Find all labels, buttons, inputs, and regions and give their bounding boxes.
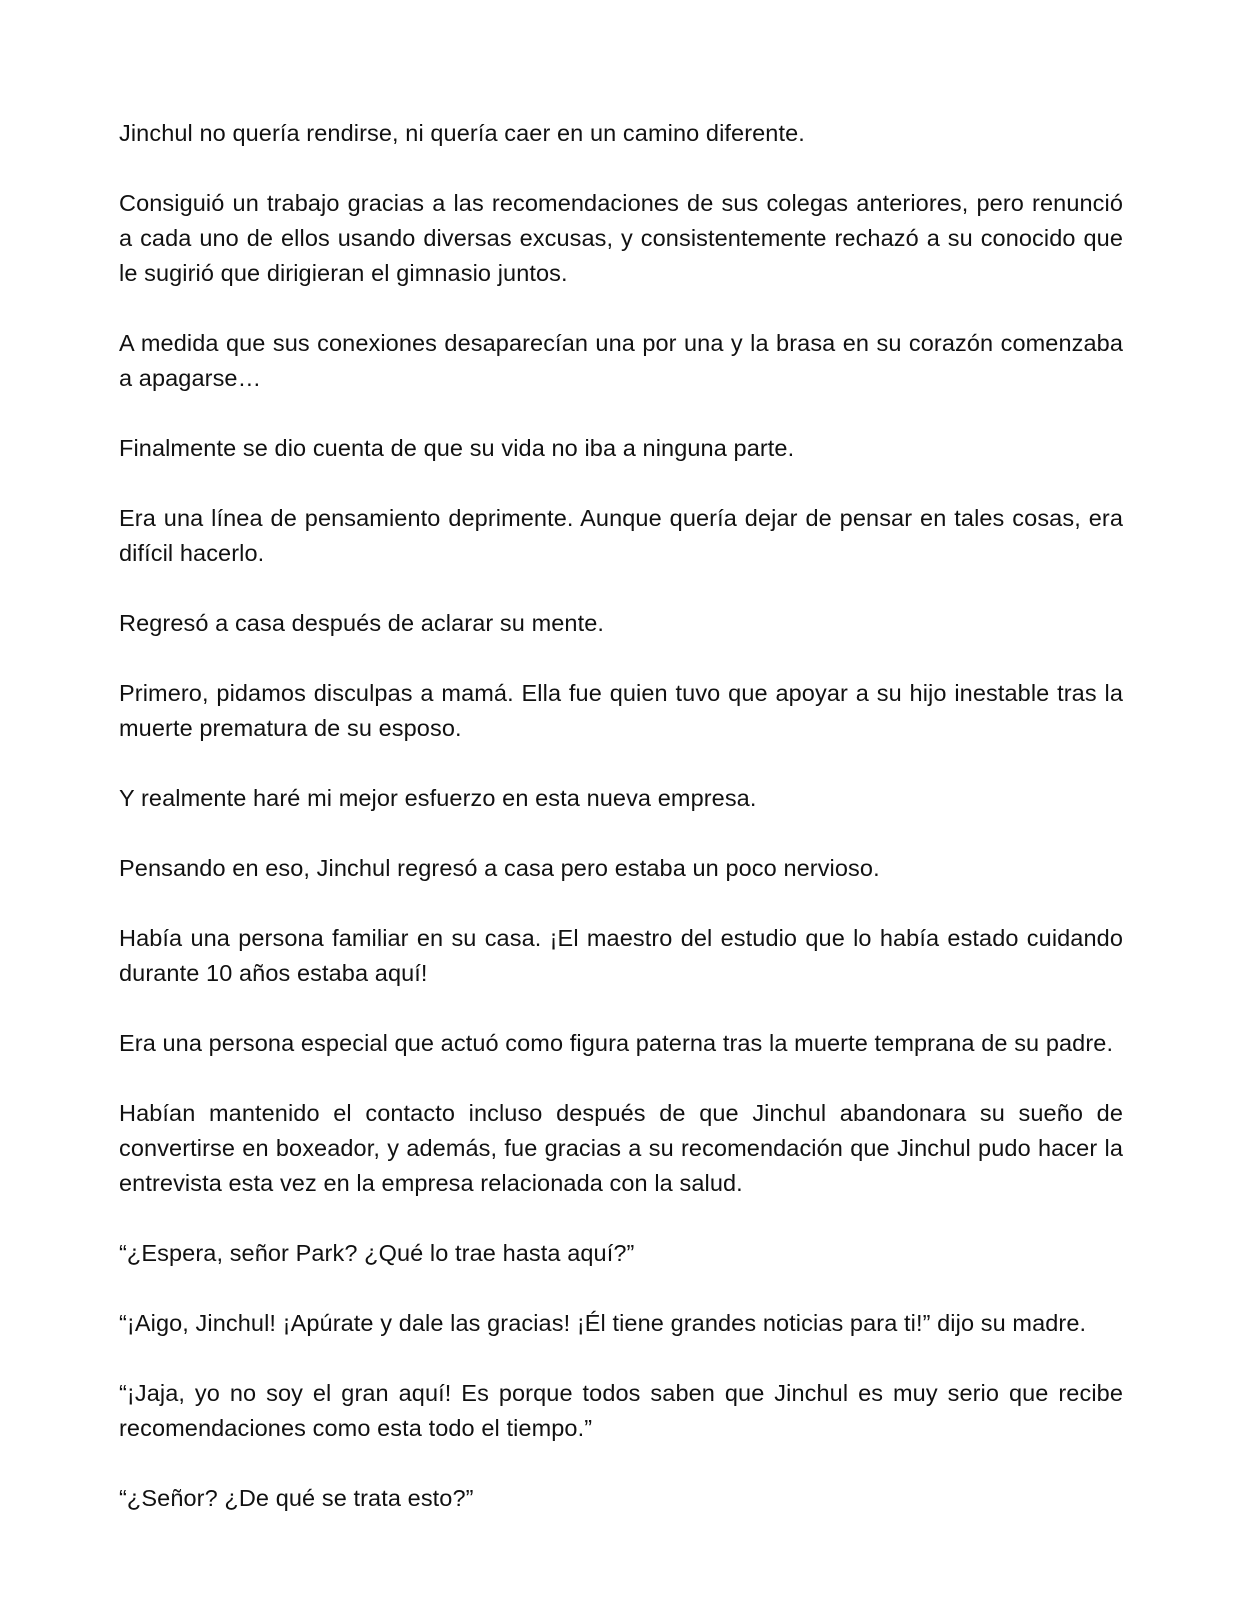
dialogue-paragraph: “¿Señor? ¿De qué se trata esto?” (119, 1485, 474, 1511)
paragraph: Primero, pidamos disculpas a mamá. Ella fue quien tuvo que apoyar a su hijo inestable tras la muerte prematura de su esposo. (119, 680, 1123, 741)
dialogue-paragraph: “¿Espera, señor Park? ¿Qué lo trae hasta aquí?” (119, 1240, 635, 1266)
paragraph: Regresó a casa después de aclarar su mente. (119, 610, 605, 636)
paragraph: Había una persona familiar en su casa. ¡El maestro del estudio que lo había estado cuidando durante 10 años estaba aquí! (119, 925, 1123, 986)
paragraph: Jinchul no quería rendirse, ni quería caer en un camino diferente. (119, 120, 805, 146)
paragraph: Finalmente se dio cuenta de que su vida no iba a ninguna parte. (119, 435, 795, 461)
paragraph: A medida que sus conexiones desaparecían una por una y la brasa en su corazón comenzaba a apagarse… (119, 330, 1123, 391)
paragraph: Y realmente haré mi mejor esfuerzo en esta nueva empresa. (119, 785, 757, 811)
paragraph: Era una línea de pensamiento deprimente. Aunque quería dejar de pensar en tales cosas, era difícil hacerlo. (119, 505, 1123, 566)
paragraph: Habían mantenido el contacto incluso después de que Jinchul abandonara su sueño de convertirse en boxeador, y además, fue gracias a su recomendación que Jinchul pudo hacer la entrevista esta vez en la empresa relacionada con la salud. (119, 1100, 1123, 1196)
document-body (119, 116, 1123, 1551)
paragraph: Era una persona especial que actuó como figura paterna tras la muerte temprana de su padre. (119, 1030, 1114, 1056)
paragraph: Consiguió un trabajo gracias a las recomendaciones de sus colegas anteriores, pero renunció a cada uno de ellos usando diversas excusas, y consistentemente rechazó a su conocido que le sugirió que dirigieran el gimnasio juntos. (119, 190, 1123, 286)
dialogue-paragraph: “¡Aigo, Jinchul! ¡Apúrate y dale las gracias! ¡Él tiene grandes noticias para ti!” dijo su madre. (119, 1310, 1087, 1336)
dialogue-paragraph: “¡Jaja, yo no soy el gran aquí! Es porque todos saben que Jinchul es muy serio que recibe recomendaciones como esta todo el tiempo.” (119, 1380, 1123, 1441)
paragraph: Pensando en eso, Jinchul regresó a casa pero estaba un poco nervioso. (119, 855, 880, 881)
